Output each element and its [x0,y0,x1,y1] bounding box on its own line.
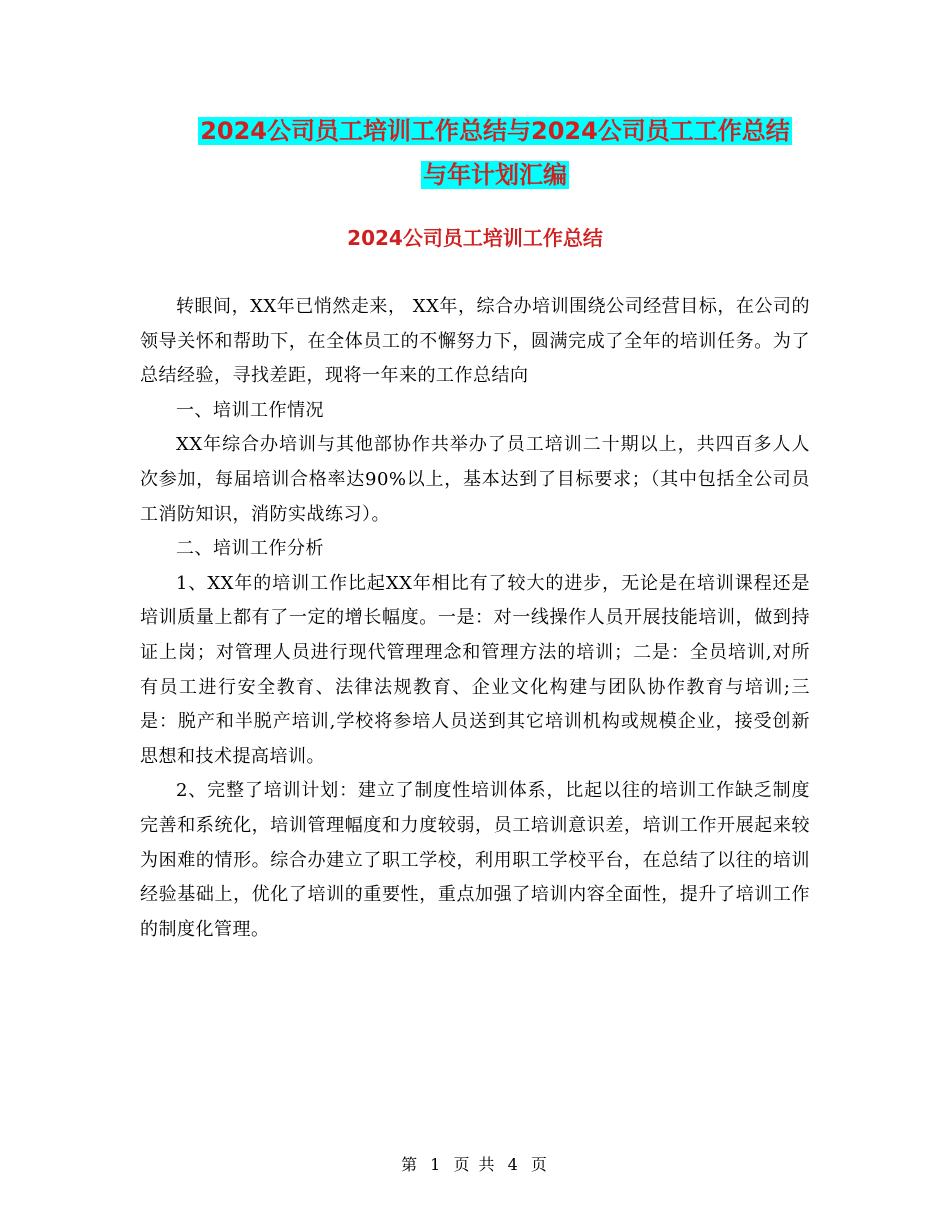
paragraph-intro: 转眼间，XX年已悄然走来， XX年，综合办培训围绕公司经营目标，在公司的领导关怀和帮助下，在全体员工的不懈努力下，圆满完成了全年的培训任务。为了总结经验，寻找差距，现将一年来的工作总结向 [140,296,810,387]
document-title-line-1 [140,108,850,154]
document-title-line-2 [140,152,850,198]
section-heading: 2024公司员工培训工作总结 [347,226,603,250]
document-body [140,290,810,947]
footer-prefix: 第 [401,1155,420,1174]
paragraph-analysis-2: 2、完整了培训计划：建立了制度性培训体系，比起以往的培训工作缺乏制度完善和系统化，培训管理幅度和力度较弱，员工培训意识差，培训工作开展起来较为困难的情形。综合办建立了职工学校，利用职工学校平台，在总结了以往的培训经验基础上，优化了培训的重要性，重点加强了培训内容全面性，提升了培训工作的制度化管理。 [140,780,810,940]
footer-suffix: 页 [530,1155,549,1174]
footer-mid: 页 共 [453,1155,497,1174]
paragraph-analysis-1: 1、XX年的培训工作比起XX年相比有了较大的进步，无论是在培训课程还是培训质量上都有了一定的增长幅度。一是：对一线操作人员开展技能培训，做到持证上岗；对管理人员进行现代管理理念和管理方法的培训；二是：全员培训,对所有员工进行安全教育、法律法规教育、企业文化构建与团队协作教育与培训;三是：脱产和半脱产培训,学校将参培人员送到其它培训机构或规模企业，接受创新思想和技术提高培训。 [140,572,810,767]
page-footer [0,1152,950,1175]
document-title-text-2: 与年计划汇编 [423,161,567,189]
footer-current-page: 1 [430,1155,443,1174]
paragraph-heading-1: 一、培训工作情况 [176,399,324,421]
paragraph-heading-2: 二、培训工作分析 [176,538,324,560]
document-title-text-1: 2024公司员工培训工作总结与2024公司员工工作总结 [200,117,790,145]
footer-total-pages: 4 [507,1155,520,1174]
paragraph-training-status: XX年综合办培训与其他部协作共举办了员工培训二十期以上，共四百多人人次参加，每届培训合格率达90%以上，基本达到了目标要求；（其中包括全公司员工消防知识，消防实战练习）。 [140,434,810,525]
